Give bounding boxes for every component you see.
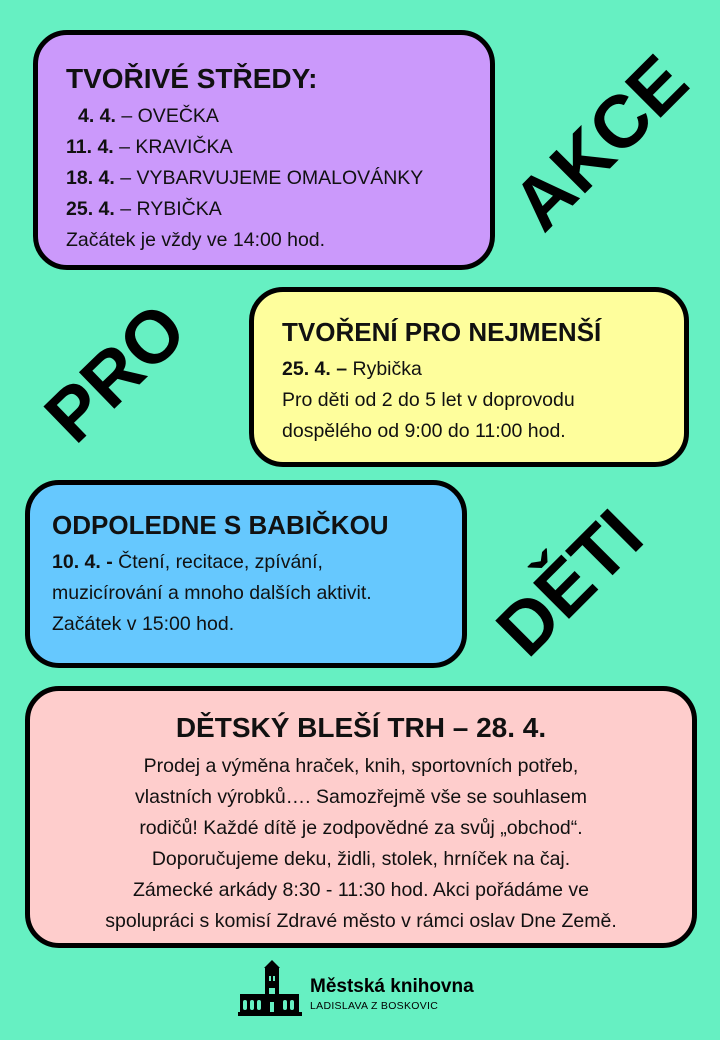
event-date: 4. 4. (78, 105, 116, 127)
event-separator: – (115, 105, 138, 127)
list-item (282, 354, 684, 385)
event-date: 25. 4. – (282, 358, 348, 380)
event-text: VYBARVUJEME OMALOVÁNKY (136, 167, 424, 189)
description-line: dospělého od 9:00 do 11:00 hod. (282, 420, 566, 442)
event-text: RYBIČKA (136, 198, 222, 220)
list-item (66, 194, 490, 225)
event-date: 10. 4. - (52, 551, 113, 573)
start-time-note: Začátek je vždy ve 14:00 hod. (66, 229, 326, 251)
event-separator: – (114, 198, 137, 220)
description-line: rodičů! Každé dítě je zodpovědné za svůj „obchod“. (139, 817, 583, 839)
list-item (66, 163, 490, 194)
event-separator: – (114, 167, 137, 189)
card-tvoreni-pro-nejmensi (249, 287, 689, 467)
card-tvorive-stredy (33, 30, 495, 270)
event-date: 18. 4. (66, 167, 115, 189)
description-line: Pro děti od 2 do 5 let v doprovodu (282, 389, 575, 411)
list-item (66, 101, 490, 132)
card-title: DĚTSKÝ BLEŠÍ TRH – 28. 4. (175, 712, 547, 743)
event-date: 11. 4. (66, 136, 114, 158)
card-title: TVOŘENÍ PRO NEJMENŠÍ (282, 317, 602, 347)
description-line: muzicírování a mnoho dalších aktivit. (52, 582, 372, 604)
library-subtitle: LADISLAVA Z BOSKOVIC (310, 1000, 439, 1012)
library-name: Městská knihovna (310, 976, 474, 997)
card-odpoledne-s-babickou (25, 480, 467, 668)
description-line: vlastních výrobků…. Samozřejmě vše se souhlasem (135, 786, 587, 808)
event-text: KRAVIČKA (135, 136, 233, 158)
event-date: 25. 4. (66, 198, 115, 220)
list-item (52, 547, 462, 578)
start-time-note: Začátek v 15:00 hod. (52, 613, 235, 635)
library-logo (238, 958, 498, 1020)
headline-pro: PRO (28, 286, 202, 459)
event-text: Rybička (347, 358, 422, 380)
event-text: OVEČKA (137, 105, 219, 127)
description-line: Doporučujeme deku, židli, stolek, hrníček na čaj. (151, 848, 571, 870)
headline-deti: DĚTI (480, 493, 659, 672)
description-line: Zámecké arkády 8:30 - 11:30 hod. Akci pořádáme ve (133, 879, 589, 901)
description-line: spolupráci s komisí Zdravé město v rámci oslav Dne Země. (105, 910, 617, 932)
event-separator: – (113, 136, 136, 158)
card-detsky-blesi-trh (25, 686, 697, 948)
description-line: Prodej a výměna hraček, knih, sportovních potřeb, (143, 755, 579, 777)
event-text: Čtení, recitace, zpívání, (112, 551, 323, 573)
card-title: ODPOLEDNE S BABIČKOU (52, 510, 389, 540)
list-item (66, 132, 490, 163)
castle-icon (238, 958, 304, 1018)
headline-akce: AKCE (496, 39, 704, 246)
card-title: TVOŘIVÉ STŘEDY: (66, 63, 318, 94)
